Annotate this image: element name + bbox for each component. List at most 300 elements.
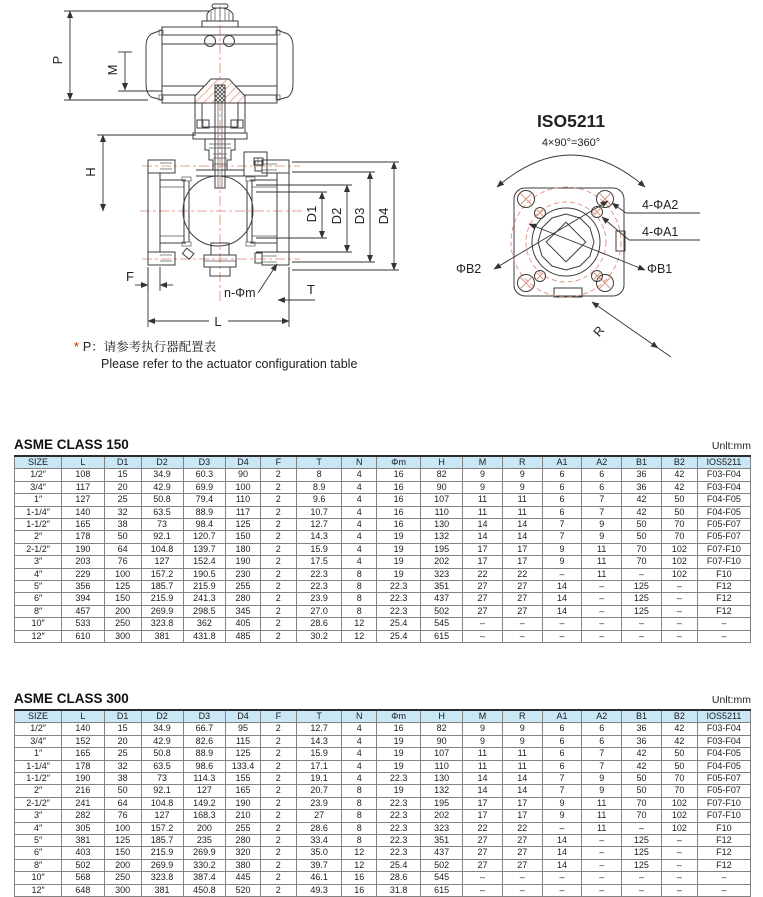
table-cell: 19 xyxy=(377,556,421,568)
table-cell: 107 xyxy=(421,494,463,506)
table-cell: 2 xyxy=(260,469,296,481)
table-cell: 250 xyxy=(104,618,141,630)
table-cell: 431.8 xyxy=(183,630,226,642)
table-cell: 2 xyxy=(260,822,296,834)
table-cell: 73 xyxy=(141,519,183,531)
table-cell: 4 xyxy=(342,506,377,518)
table-cell: 152 xyxy=(62,735,105,747)
table-cell: 12 xyxy=(342,859,377,871)
table-cell: 178 xyxy=(62,531,105,543)
table-cell: 27 xyxy=(502,847,542,859)
table-row xyxy=(15,872,751,884)
table-cell: 152.4 xyxy=(183,556,226,568)
table-cell: – xyxy=(582,859,622,871)
table-cell: 114.3 xyxy=(183,773,226,785)
table-cell: 42 xyxy=(622,760,662,772)
table-cell: – xyxy=(542,618,582,630)
table-cell: 14 xyxy=(542,859,582,871)
table-cell: 17.5 xyxy=(296,556,342,568)
table-cell: 323 xyxy=(421,568,463,580)
table-cell: 22.3 xyxy=(377,810,421,822)
table-cell: 50 xyxy=(661,494,697,506)
label-phi-B2: ΦB2 xyxy=(456,262,482,276)
table-cell: 16 xyxy=(377,723,421,735)
table-cell: 165 xyxy=(62,748,105,760)
table-cell: 2 xyxy=(260,556,296,568)
table-cell: 1-1/4″ xyxy=(15,506,62,518)
table-cell: 100 xyxy=(104,822,141,834)
table-cell: 79.4 xyxy=(183,494,226,506)
table-cell: 2″ xyxy=(15,531,62,543)
table-cell: 12.7 xyxy=(296,519,342,531)
table-cell: 2 xyxy=(260,581,296,593)
table-cell: 42.9 xyxy=(141,735,183,747)
table-cell: 502 xyxy=(62,859,105,871)
table-cell: 3″ xyxy=(15,810,62,822)
table-cell: 502 xyxy=(421,605,463,617)
table-cell: 2 xyxy=(260,810,296,822)
table-cell: 14.3 xyxy=(296,531,342,543)
table-cell: – xyxy=(697,618,750,630)
table-cell: 300 xyxy=(104,884,141,896)
table-cell: 445 xyxy=(226,872,261,884)
table-cell: 9 xyxy=(542,797,582,809)
table-cell: 381 xyxy=(141,884,183,896)
table-cell: F04-F05 xyxy=(697,748,750,760)
dim-label-F: F xyxy=(126,269,134,284)
table-cell: – xyxy=(697,630,750,642)
table-row xyxy=(15,748,751,760)
table-cell: 6 xyxy=(582,735,622,747)
header-cell: N xyxy=(342,710,377,723)
table-cell: 104.8 xyxy=(141,543,183,555)
table-cell: 502 xyxy=(421,859,463,871)
table-cell: 11 xyxy=(463,760,503,772)
table-cell: 36 xyxy=(622,735,662,747)
table-cell: 4 xyxy=(342,735,377,747)
table-cell: 125 xyxy=(622,847,662,859)
table-cell: 42.9 xyxy=(141,481,183,493)
table-cell: 35.0 xyxy=(296,847,342,859)
table-cell: 36 xyxy=(622,481,662,493)
table-cell: 125 xyxy=(622,593,662,605)
table-row xyxy=(15,519,751,531)
table-cell: 12 xyxy=(342,618,377,630)
table-cell: 7 xyxy=(542,531,582,543)
table-cell: 12 xyxy=(342,847,377,859)
table-cell: 127 xyxy=(141,810,183,822)
table-cell: 157.2 xyxy=(141,822,183,834)
table-cell: 70 xyxy=(661,785,697,797)
table-cell: 6 xyxy=(542,723,582,735)
table-cell: – xyxy=(622,884,662,896)
table-cell: 50 xyxy=(104,531,141,543)
table-cell: 22.3 xyxy=(377,797,421,809)
table-row xyxy=(15,581,751,593)
table-cell: 63.5 xyxy=(141,506,183,518)
table-cell: 165 xyxy=(226,785,261,797)
table-cell: 4 xyxy=(342,543,377,555)
table-cell: – xyxy=(661,581,697,593)
table-cell: 12″ xyxy=(15,884,62,896)
header-cell: L xyxy=(62,456,105,469)
table-row xyxy=(15,630,751,642)
table-row xyxy=(15,797,751,809)
iso5211-diagram xyxy=(430,85,763,375)
table-cell: 648 xyxy=(62,884,105,896)
header-cell: D3 xyxy=(183,456,226,469)
table-row xyxy=(15,494,751,506)
table-cell: F03-F04 xyxy=(697,469,750,481)
table-cell: 30.2 xyxy=(296,630,342,642)
asme-class-300-section xyxy=(14,691,751,897)
table-cell: 2 xyxy=(260,760,296,772)
table-cell: 22.3 xyxy=(377,847,421,859)
table-cell: 2 xyxy=(260,630,296,642)
table-cell: 92.1 xyxy=(141,531,183,543)
header-cell: F xyxy=(260,710,296,723)
table-cell: 11 xyxy=(582,797,622,809)
table-row xyxy=(15,785,751,797)
table-row xyxy=(15,531,751,543)
table-cell: 7 xyxy=(582,506,622,518)
table-cell: 69.9 xyxy=(183,481,226,493)
table-cell: 64 xyxy=(104,543,141,555)
table-cell: 22 xyxy=(502,822,542,834)
table-cell: 615 xyxy=(421,630,463,642)
table-cell: 9 xyxy=(582,531,622,543)
table-row xyxy=(15,506,751,518)
table-cell: 19 xyxy=(377,748,421,760)
table-cell: 14 xyxy=(542,581,582,593)
table-cell: 269.9 xyxy=(141,859,183,871)
table-cell: 4″ xyxy=(15,568,62,580)
table-cell: 22.3 xyxy=(377,581,421,593)
iso5211-title: ISO5211 xyxy=(536,111,606,131)
header-cell: L xyxy=(62,710,105,723)
table-cell: 22 xyxy=(463,822,503,834)
table-cell: – xyxy=(661,605,697,617)
valve-section-drawing xyxy=(0,0,430,340)
table-cell: 17 xyxy=(463,810,503,822)
table-cell: 8.9 xyxy=(296,481,342,493)
table-cell: 394 xyxy=(62,593,105,605)
table-cell: 125 xyxy=(622,581,662,593)
table-cell: 178 xyxy=(62,760,105,772)
table-row xyxy=(15,723,751,735)
table-cell: 520 xyxy=(226,884,261,896)
table-cell: 125 xyxy=(622,605,662,617)
table-cell: 125 xyxy=(622,835,662,847)
table-cell: 6 xyxy=(542,469,582,481)
table-cell: – xyxy=(582,581,622,593)
table-cell: 19 xyxy=(377,785,421,797)
table-cell: 4 xyxy=(342,519,377,531)
table-cell: 11 xyxy=(582,810,622,822)
table-cell: 25.4 xyxy=(377,618,421,630)
table-cell: 1-1/4″ xyxy=(15,760,62,772)
table-cell: 7 xyxy=(582,494,622,506)
table-cell: 235 xyxy=(183,835,226,847)
table-cell: 50.8 xyxy=(141,748,183,760)
table-cell: 250 xyxy=(104,872,141,884)
table-cell: 4 xyxy=(342,531,377,543)
table-cell: 25 xyxy=(104,494,141,506)
table-cell: 2 xyxy=(260,568,296,580)
table-cell: 28.6 xyxy=(296,822,342,834)
table-cell: 568 xyxy=(62,872,105,884)
table-cell: 5″ xyxy=(15,835,62,847)
table-cell: 351 xyxy=(421,581,463,593)
table-cell: F10 xyxy=(697,568,750,580)
table-cell: 130 xyxy=(421,773,463,785)
table-cell: 229 xyxy=(62,568,105,580)
table-cell: – xyxy=(582,847,622,859)
table-cell: – xyxy=(582,630,622,642)
table-cell: 88.9 xyxy=(183,506,226,518)
table-cell: 17 xyxy=(463,797,503,809)
table-row xyxy=(15,822,751,834)
table-cell: 12″ xyxy=(15,630,62,642)
header-cell: R xyxy=(502,710,542,723)
table-cell: 17 xyxy=(463,543,503,555)
table-cell: 11 xyxy=(463,494,503,506)
table-cell: 14 xyxy=(502,531,542,543)
table-cell: – xyxy=(661,593,697,605)
table-cell: – xyxy=(542,822,582,834)
note-p-label: P： xyxy=(82,340,104,354)
table-cell: 8 xyxy=(342,593,377,605)
table-cell: 16 xyxy=(377,469,421,481)
dim-label-D3: D3 xyxy=(352,207,367,225)
table-cell: 15.9 xyxy=(296,543,342,555)
asme-class-150-section xyxy=(14,437,751,643)
dim-label-T: T xyxy=(307,282,315,297)
table-cell: 545 xyxy=(421,618,463,630)
header-cell: SIZE xyxy=(15,456,62,469)
table-cell: 2 xyxy=(260,785,296,797)
table-cell: 230 xyxy=(226,568,261,580)
table-cell: 3/4″ xyxy=(15,481,62,493)
table-cell: 7 xyxy=(542,519,582,531)
label-4-phi-A2: 4-ΦA2 xyxy=(642,198,679,212)
table-row xyxy=(15,884,751,896)
table-cell: – xyxy=(582,605,622,617)
table-cell: 437 xyxy=(421,847,463,859)
table-cell: 300 xyxy=(104,630,141,642)
table-cell: 22.3 xyxy=(296,568,342,580)
table-cell: 110 xyxy=(421,760,463,772)
table-cell: 73 xyxy=(141,773,183,785)
table-cell: 22.3 xyxy=(377,773,421,785)
table-cell: 241.3 xyxy=(183,593,226,605)
table-cell: 6″ xyxy=(15,593,62,605)
table-cell: 6 xyxy=(542,506,582,518)
table-cell: 76 xyxy=(104,556,141,568)
table-cell: F04-F05 xyxy=(697,760,750,772)
table-cell: 19.1 xyxy=(296,773,342,785)
table-cell: 102 xyxy=(661,568,697,580)
table-cell: 7 xyxy=(582,748,622,760)
table-cell: 133.4 xyxy=(226,760,261,772)
header-cell: Φm xyxy=(377,710,421,723)
table-cell: 545 xyxy=(421,872,463,884)
header-cell: F xyxy=(260,456,296,469)
table-cell: 11 xyxy=(502,494,542,506)
table-cell: 3/4″ xyxy=(15,735,62,747)
table-cell: 157.2 xyxy=(141,568,183,580)
table-cell: 17 xyxy=(502,797,542,809)
table-cell: 115 xyxy=(226,735,261,747)
table-cell: 98.6 xyxy=(183,760,226,772)
table-cell: 27 xyxy=(502,835,542,847)
table-cell: 16 xyxy=(377,519,421,531)
table-cell: 102 xyxy=(661,822,697,834)
header-cell: R xyxy=(502,456,542,469)
table-cell: 27 xyxy=(502,593,542,605)
table-cell: 98.4 xyxy=(183,519,226,531)
table-cell: 14 xyxy=(502,519,542,531)
table-cell: 190 xyxy=(62,543,105,555)
header-cell: IOS5211 xyxy=(697,456,750,469)
table-cell: 125 xyxy=(226,748,261,760)
left-flange xyxy=(148,160,175,265)
table-cell: 27.0 xyxy=(296,605,342,617)
table-cell: 2-1/2″ xyxy=(15,543,62,555)
table-cell: F05-F07 xyxy=(697,773,750,785)
table-cell: 17.1 xyxy=(296,760,342,772)
table-cell: – xyxy=(582,884,622,896)
table-cell: 27 xyxy=(502,605,542,617)
table-cell: 50 xyxy=(622,773,662,785)
table-cell: 2 xyxy=(260,618,296,630)
header-cell: IOS5211 xyxy=(697,710,750,723)
table-cell: 16 xyxy=(342,884,377,896)
table-cell: F05-F07 xyxy=(697,531,750,543)
table-cell: 4 xyxy=(342,556,377,568)
table-row xyxy=(15,835,751,847)
table-cell: 125 xyxy=(226,519,261,531)
table-cell: 8 xyxy=(296,469,342,481)
header-cell: M xyxy=(463,456,503,469)
table-cell: 82 xyxy=(421,469,463,481)
table-cell: 1/2″ xyxy=(15,469,62,481)
table-cell: 8 xyxy=(342,581,377,593)
table-header-row xyxy=(15,710,751,723)
unit-label-class300: Unlt:mm xyxy=(711,694,751,706)
table-cell: 185.7 xyxy=(141,835,183,847)
table-cell: 23.9 xyxy=(296,593,342,605)
header-cell: D4 xyxy=(226,710,261,723)
table-cell: 17 xyxy=(463,556,503,568)
table-cell: 2 xyxy=(260,506,296,518)
table-cell: 2 xyxy=(260,481,296,493)
unit-label-class150: Unlt:mm xyxy=(711,440,751,452)
table-cell: 215.9 xyxy=(141,593,183,605)
table-cell: 11 xyxy=(502,760,542,772)
table-cell: 20 xyxy=(104,735,141,747)
dim-label-L: L xyxy=(214,314,222,329)
table-cell: 202 xyxy=(421,810,463,822)
table-cell: 195 xyxy=(421,543,463,555)
table-cell: 9 xyxy=(463,481,503,493)
table-cell: 16 xyxy=(342,872,377,884)
table-cell: 2 xyxy=(260,748,296,760)
table-row xyxy=(15,605,751,617)
stem-square xyxy=(546,222,586,262)
table-cell: 76 xyxy=(104,810,141,822)
table-cell: 104.8 xyxy=(141,797,183,809)
header-cell: A2 xyxy=(582,710,622,723)
table-cell: 11 xyxy=(582,543,622,555)
table-cell: 27 xyxy=(296,810,342,822)
table-cell: 33.4 xyxy=(296,835,342,847)
table-cell: 1-1/2″ xyxy=(15,773,62,785)
table-cell: 305 xyxy=(62,822,105,834)
table-cell: – xyxy=(582,593,622,605)
table-cell: 381 xyxy=(62,835,105,847)
table-cell: 27 xyxy=(463,605,503,617)
table-cell: F07-F10 xyxy=(697,810,750,822)
table-row xyxy=(15,773,751,785)
table-cell: – xyxy=(582,835,622,847)
header-cell: B1 xyxy=(622,710,662,723)
table-cell: – xyxy=(697,872,750,884)
bolt-holes-A1 xyxy=(535,207,603,282)
table-cell: F05-F07 xyxy=(697,785,750,797)
table-cell: 7 xyxy=(542,773,582,785)
table-cell: F04-F05 xyxy=(697,506,750,518)
table-cell: 4 xyxy=(342,481,377,493)
table-cell: 25.4 xyxy=(377,630,421,642)
table-cell: 20 xyxy=(104,481,141,493)
table-cell: 150 xyxy=(226,531,261,543)
table-cell: 50 xyxy=(622,519,662,531)
table-cell: 6 xyxy=(542,481,582,493)
table-cell: 185.7 xyxy=(141,581,183,593)
table-cell: 10″ xyxy=(15,618,62,630)
table-cell: 2 xyxy=(260,593,296,605)
table-cell: 215.9 xyxy=(141,847,183,859)
table-cell: 9 xyxy=(542,543,582,555)
table-cell: 64 xyxy=(104,797,141,809)
header-cell: T xyxy=(296,456,342,469)
table-cell: 216 xyxy=(62,785,105,797)
header-cell: A2 xyxy=(582,456,622,469)
header-cell: A1 xyxy=(542,456,582,469)
table-cell: 16 xyxy=(377,506,421,518)
table-cell: 2 xyxy=(260,773,296,785)
table-cell: 90 xyxy=(421,735,463,747)
table-cell: 39.7 xyxy=(296,859,342,871)
header-cell: D3 xyxy=(183,710,226,723)
dim-label-H: H xyxy=(83,167,98,177)
table-cell: F12 xyxy=(697,593,750,605)
table-cell: F07-F10 xyxy=(697,543,750,555)
table-cell: 2″ xyxy=(15,785,62,797)
label-phi-B1: ΦB1 xyxy=(647,262,673,276)
table-cell: 269.9 xyxy=(183,847,226,859)
air-port xyxy=(224,36,235,47)
table-cell: 50 xyxy=(661,748,697,760)
table-cell: 50 xyxy=(104,785,141,797)
table-cell: 125 xyxy=(104,581,141,593)
table-cell: 9 xyxy=(463,735,503,747)
table-cell: 14 xyxy=(542,605,582,617)
table-cell: 66.7 xyxy=(183,723,226,735)
table-cell: F05-F07 xyxy=(697,519,750,531)
table-cell: 127 xyxy=(62,494,105,506)
